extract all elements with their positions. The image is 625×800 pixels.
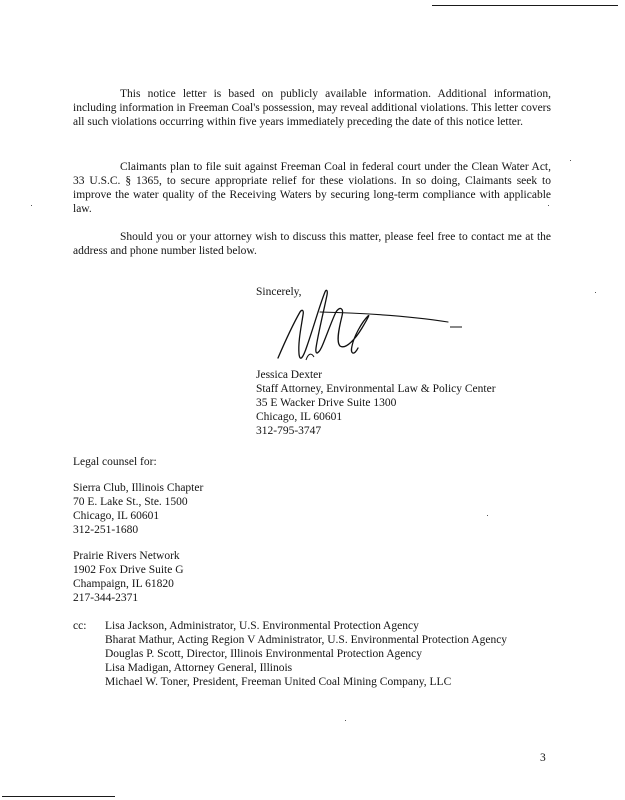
cc-label: cc:	[73, 620, 87, 632]
organization-address-line2: Chicago, IL 60601	[73, 510, 160, 522]
scan-speck	[487, 515, 488, 516]
organization-address-line1: 1902 Fox Drive Suite G	[73, 564, 184, 576]
bottom-rule	[2, 796, 115, 797]
organization-phone: 217-344-2371	[73, 592, 139, 604]
paragraph-contact: Should you or your attorney wish to discuss this matter, please feel free to contact me at the address and phone number listed below.	[73, 231, 551, 257]
paragraph-claimants-suit: Claimants plan to file suit against Freeman Coal in federal court under the Clean Water Act, 33 U.S.C. § 1365, to secure appropriate relief for these violations. In so doing, Claimants seek to improve the water quality of the Receiving Waters by securing long-term compliance with applicable law.	[73, 161, 551, 215]
cc-list	[105, 619, 507, 689]
organization-name: Sierra Club, Illinois Chapter	[73, 482, 204, 494]
organization-phone: 312-251-1680	[73, 524, 139, 536]
page-number: 3	[540, 752, 546, 764]
signer-phone: 312-795-3747	[256, 425, 322, 437]
cc-recipient: Bharat Mathur, Acting Region V Administrator, U.S. Environmental Protection Agency	[105, 634, 508, 646]
signer-name: Jessica Dexter	[256, 369, 323, 381]
organization-name: Prairie Rivers Network	[73, 550, 180, 562]
scan-speck	[595, 292, 596, 293]
signer-address-line2: Chicago, IL 60601	[256, 411, 343, 423]
scan-speck	[548, 205, 549, 206]
scan-speck	[345, 720, 346, 721]
organization-address-line2: Champaign, IL 61820	[73, 578, 174, 590]
cc-recipient: Lisa Jackson, Administrator, U.S. Environmental Protection Agency	[105, 620, 419, 632]
closing: Sincerely,	[256, 286, 302, 298]
paragraph-notice-basis: This notice letter is based on publicly available information. Additional information, including information in Freeman Coal's possession, may reveal additional violations. This letter covers all such violations occurring within five years immediately preceding the date of this notice letter.	[73, 88, 551, 128]
signature-image	[270, 282, 470, 372]
cc-recipient: Douglas P. Scott, Director, Illinois Environmental Protection Agency	[105, 648, 423, 660]
signature-block	[256, 368, 496, 438]
signer-address-line1: 35 E Wacker Drive Suite 1300	[256, 397, 397, 409]
legal-counsel-label: Legal counsel for:	[73, 456, 157, 468]
organization-prairie-rivers	[73, 549, 184, 605]
scan-speck	[31, 205, 32, 206]
top-rule	[432, 5, 618, 6]
organization-address-line1: 70 E. Lake St., Ste. 1500	[73, 496, 188, 508]
signer-title: Staff Attorney, Environmental Law & Policy Center	[256, 383, 496, 395]
cc-recipient: Michael W. Toner, President, Freeman United Coal Mining Company, LLC	[105, 676, 452, 688]
cc-recipient: Lisa Madigan, Attorney General, Illinois	[105, 662, 293, 674]
organization-sierra-club	[73, 481, 203, 537]
scan-speck	[570, 160, 571, 161]
